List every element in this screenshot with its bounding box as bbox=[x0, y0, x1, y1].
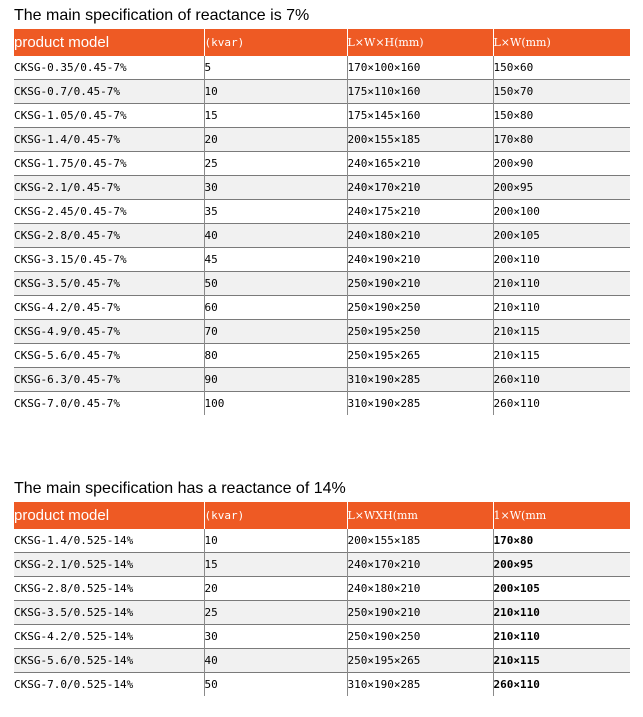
cell-model: CKSG-7.0/0.525-14% bbox=[14, 673, 204, 697]
table-row bbox=[14, 272, 630, 296]
cell-kvar: 15 bbox=[204, 104, 347, 128]
table-row bbox=[14, 104, 630, 128]
table-row bbox=[14, 601, 630, 625]
cell-kvar: 40 bbox=[204, 649, 347, 673]
cell-lw: 170×80 bbox=[493, 128, 630, 152]
header-kvar: (kvar) bbox=[204, 29, 347, 56]
cell-model: CKSG-2.1/0.45-7% bbox=[14, 176, 204, 200]
spec-table-7pct bbox=[14, 29, 630, 415]
cell-model: CKSG-1.4/0.45-7% bbox=[14, 128, 204, 152]
table-row bbox=[14, 673, 630, 697]
table-header-row bbox=[14, 29, 630, 56]
cell-model: CKSG-2.8/0.45-7% bbox=[14, 224, 204, 248]
cell-lw: 200×95 bbox=[493, 176, 630, 200]
cell-lwh: 240×180×210 bbox=[347, 224, 493, 248]
cell-lwh: 175×145×160 bbox=[347, 104, 493, 128]
cell-model: CKSG-3.15/0.45-7% bbox=[14, 248, 204, 272]
cell-lw: 210×115 bbox=[493, 320, 630, 344]
cell-kvar: 30 bbox=[204, 176, 347, 200]
table-row bbox=[14, 248, 630, 272]
cell-model: CKSG-3.5/0.525-14% bbox=[14, 601, 204, 625]
cell-lw: 200×105 bbox=[493, 224, 630, 248]
table-row bbox=[14, 80, 630, 104]
cell-lwh: 200×155×185 bbox=[347, 529, 493, 553]
cell-model: CKSG-4.2/0.45-7% bbox=[14, 296, 204, 320]
cell-lw: 210×115 bbox=[493, 344, 630, 368]
cell-kvar: 20 bbox=[204, 128, 347, 152]
cell-kvar: 20 bbox=[204, 577, 347, 601]
cell-kvar: 35 bbox=[204, 200, 347, 224]
cell-lwh: 240×180×210 bbox=[347, 577, 493, 601]
cell-kvar: 40 bbox=[204, 224, 347, 248]
table-row bbox=[14, 344, 630, 368]
cell-lw: 200×95 bbox=[493, 553, 630, 577]
cell-model: CKSG-2.45/0.45-7% bbox=[14, 200, 204, 224]
cell-model: CKSG-5.6/0.525-14% bbox=[14, 649, 204, 673]
cell-kvar: 70 bbox=[204, 320, 347, 344]
cell-lw: 210×110 bbox=[493, 625, 630, 649]
cell-lw: 260×110 bbox=[493, 392, 630, 416]
header-lw: 1×W(mm bbox=[493, 502, 630, 529]
cell-lw: 150×80 bbox=[493, 104, 630, 128]
cell-model: CKSG-4.2/0.525-14% bbox=[14, 625, 204, 649]
cell-model: CKSG-1.05/0.45-7% bbox=[14, 104, 204, 128]
table-row bbox=[14, 625, 630, 649]
cell-model: CKSG-0.35/0.45-7% bbox=[14, 56, 204, 80]
cell-kvar: 10 bbox=[204, 80, 347, 104]
cell-lwh: 170×100×160 bbox=[347, 56, 493, 80]
cell-lwh: 250×190×210 bbox=[347, 272, 493, 296]
cell-lw: 150×70 bbox=[493, 80, 630, 104]
cell-lwh: 250×195×265 bbox=[347, 649, 493, 673]
cell-kvar: 15 bbox=[204, 553, 347, 577]
cell-model: CKSG-3.5/0.45-7% bbox=[14, 272, 204, 296]
cell-kvar: 50 bbox=[204, 272, 347, 296]
cell-lw: 210×110 bbox=[493, 296, 630, 320]
cell-lw: 200×110 bbox=[493, 248, 630, 272]
cell-lw: 200×90 bbox=[493, 152, 630, 176]
cell-kvar: 5 bbox=[204, 56, 347, 80]
cell-lw: 210×115 bbox=[493, 649, 630, 673]
table-row bbox=[14, 649, 630, 673]
cell-kvar: 50 bbox=[204, 673, 347, 697]
cell-lw: 200×100 bbox=[493, 200, 630, 224]
table-row bbox=[14, 296, 630, 320]
cell-model: CKSG-2.1/0.525-14% bbox=[14, 553, 204, 577]
table-row bbox=[14, 320, 630, 344]
header-lw: L×W(mm) bbox=[493, 29, 630, 56]
cell-lwh: 310×190×285 bbox=[347, 392, 493, 416]
table-row bbox=[14, 553, 630, 577]
header-lwh: L×WXH(mm bbox=[347, 502, 493, 529]
cell-lwh: 250×195×265 bbox=[347, 344, 493, 368]
table-row bbox=[14, 224, 630, 248]
cell-lw: 210×110 bbox=[493, 272, 630, 296]
cell-kvar: 25 bbox=[204, 601, 347, 625]
table-row bbox=[14, 368, 630, 392]
table-row bbox=[14, 392, 630, 416]
cell-model: CKSG-5.6/0.45-7% bbox=[14, 344, 204, 368]
cell-lwh: 250×190×250 bbox=[347, 625, 493, 649]
table-row bbox=[14, 176, 630, 200]
cell-model: CKSG-1.75/0.45-7% bbox=[14, 152, 204, 176]
cell-kvar: 100 bbox=[204, 392, 347, 416]
cell-lw: 200×105 bbox=[493, 577, 630, 601]
spec-table-14pct bbox=[14, 502, 630, 696]
cell-lwh: 240×170×210 bbox=[347, 176, 493, 200]
cell-lw: 150×60 bbox=[493, 56, 630, 80]
cell-kvar: 90 bbox=[204, 368, 347, 392]
cell-lwh: 250×190×250 bbox=[347, 296, 493, 320]
cell-kvar: 45 bbox=[204, 248, 347, 272]
cell-lwh: 310×190×285 bbox=[347, 368, 493, 392]
cell-model: CKSG-7.0/0.45-7% bbox=[14, 392, 204, 416]
table-row bbox=[14, 128, 630, 152]
cell-lwh: 310×190×285 bbox=[347, 673, 493, 697]
table-row bbox=[14, 56, 630, 80]
table-row bbox=[14, 529, 630, 553]
cell-lw: 210×110 bbox=[493, 601, 630, 625]
cell-model: CKSG-2.8/0.525-14% bbox=[14, 577, 204, 601]
cell-lwh: 250×190×210 bbox=[347, 601, 493, 625]
header-lwh: L×W×H(mm) bbox=[347, 29, 493, 56]
cell-model: CKSG-6.3/0.45-7% bbox=[14, 368, 204, 392]
cell-model: CKSG-0.7/0.45-7% bbox=[14, 80, 204, 104]
table-header-row bbox=[14, 502, 630, 529]
cell-lwh: 240×190×210 bbox=[347, 248, 493, 272]
cell-lwh: 175×110×160 bbox=[347, 80, 493, 104]
table-row bbox=[14, 152, 630, 176]
cell-kvar: 30 bbox=[204, 625, 347, 649]
cell-model: CKSG-1.4/0.525-14% bbox=[14, 529, 204, 553]
cell-lwh: 240×175×210 bbox=[347, 200, 493, 224]
cell-kvar: 10 bbox=[204, 529, 347, 553]
cell-lwh: 200×155×185 bbox=[347, 128, 493, 152]
cell-lwh: 240×170×210 bbox=[347, 553, 493, 577]
cell-kvar: 60 bbox=[204, 296, 347, 320]
cell-kvar: 80 bbox=[204, 344, 347, 368]
cell-lw: 260×110 bbox=[493, 368, 630, 392]
header-product-model: product model bbox=[14, 502, 204, 529]
cell-model: CKSG-4.9/0.45-7% bbox=[14, 320, 204, 344]
cell-lwh: 250×195×250 bbox=[347, 320, 493, 344]
table-row bbox=[14, 577, 630, 601]
cell-lwh: 240×165×210 bbox=[347, 152, 493, 176]
cell-kvar: 25 bbox=[204, 152, 347, 176]
header-kvar: (kvar) bbox=[204, 502, 347, 529]
cell-lw: 260×110 bbox=[493, 673, 630, 697]
table-row bbox=[14, 200, 630, 224]
section-title-7pct: The main specification of reactance is 7% bbox=[14, 7, 310, 24]
cell-lw: 170×80 bbox=[493, 529, 630, 553]
section-title-14pct: The main specification has a reactance of 14% bbox=[14, 480, 346, 497]
header-product-model: product model bbox=[14, 29, 204, 56]
